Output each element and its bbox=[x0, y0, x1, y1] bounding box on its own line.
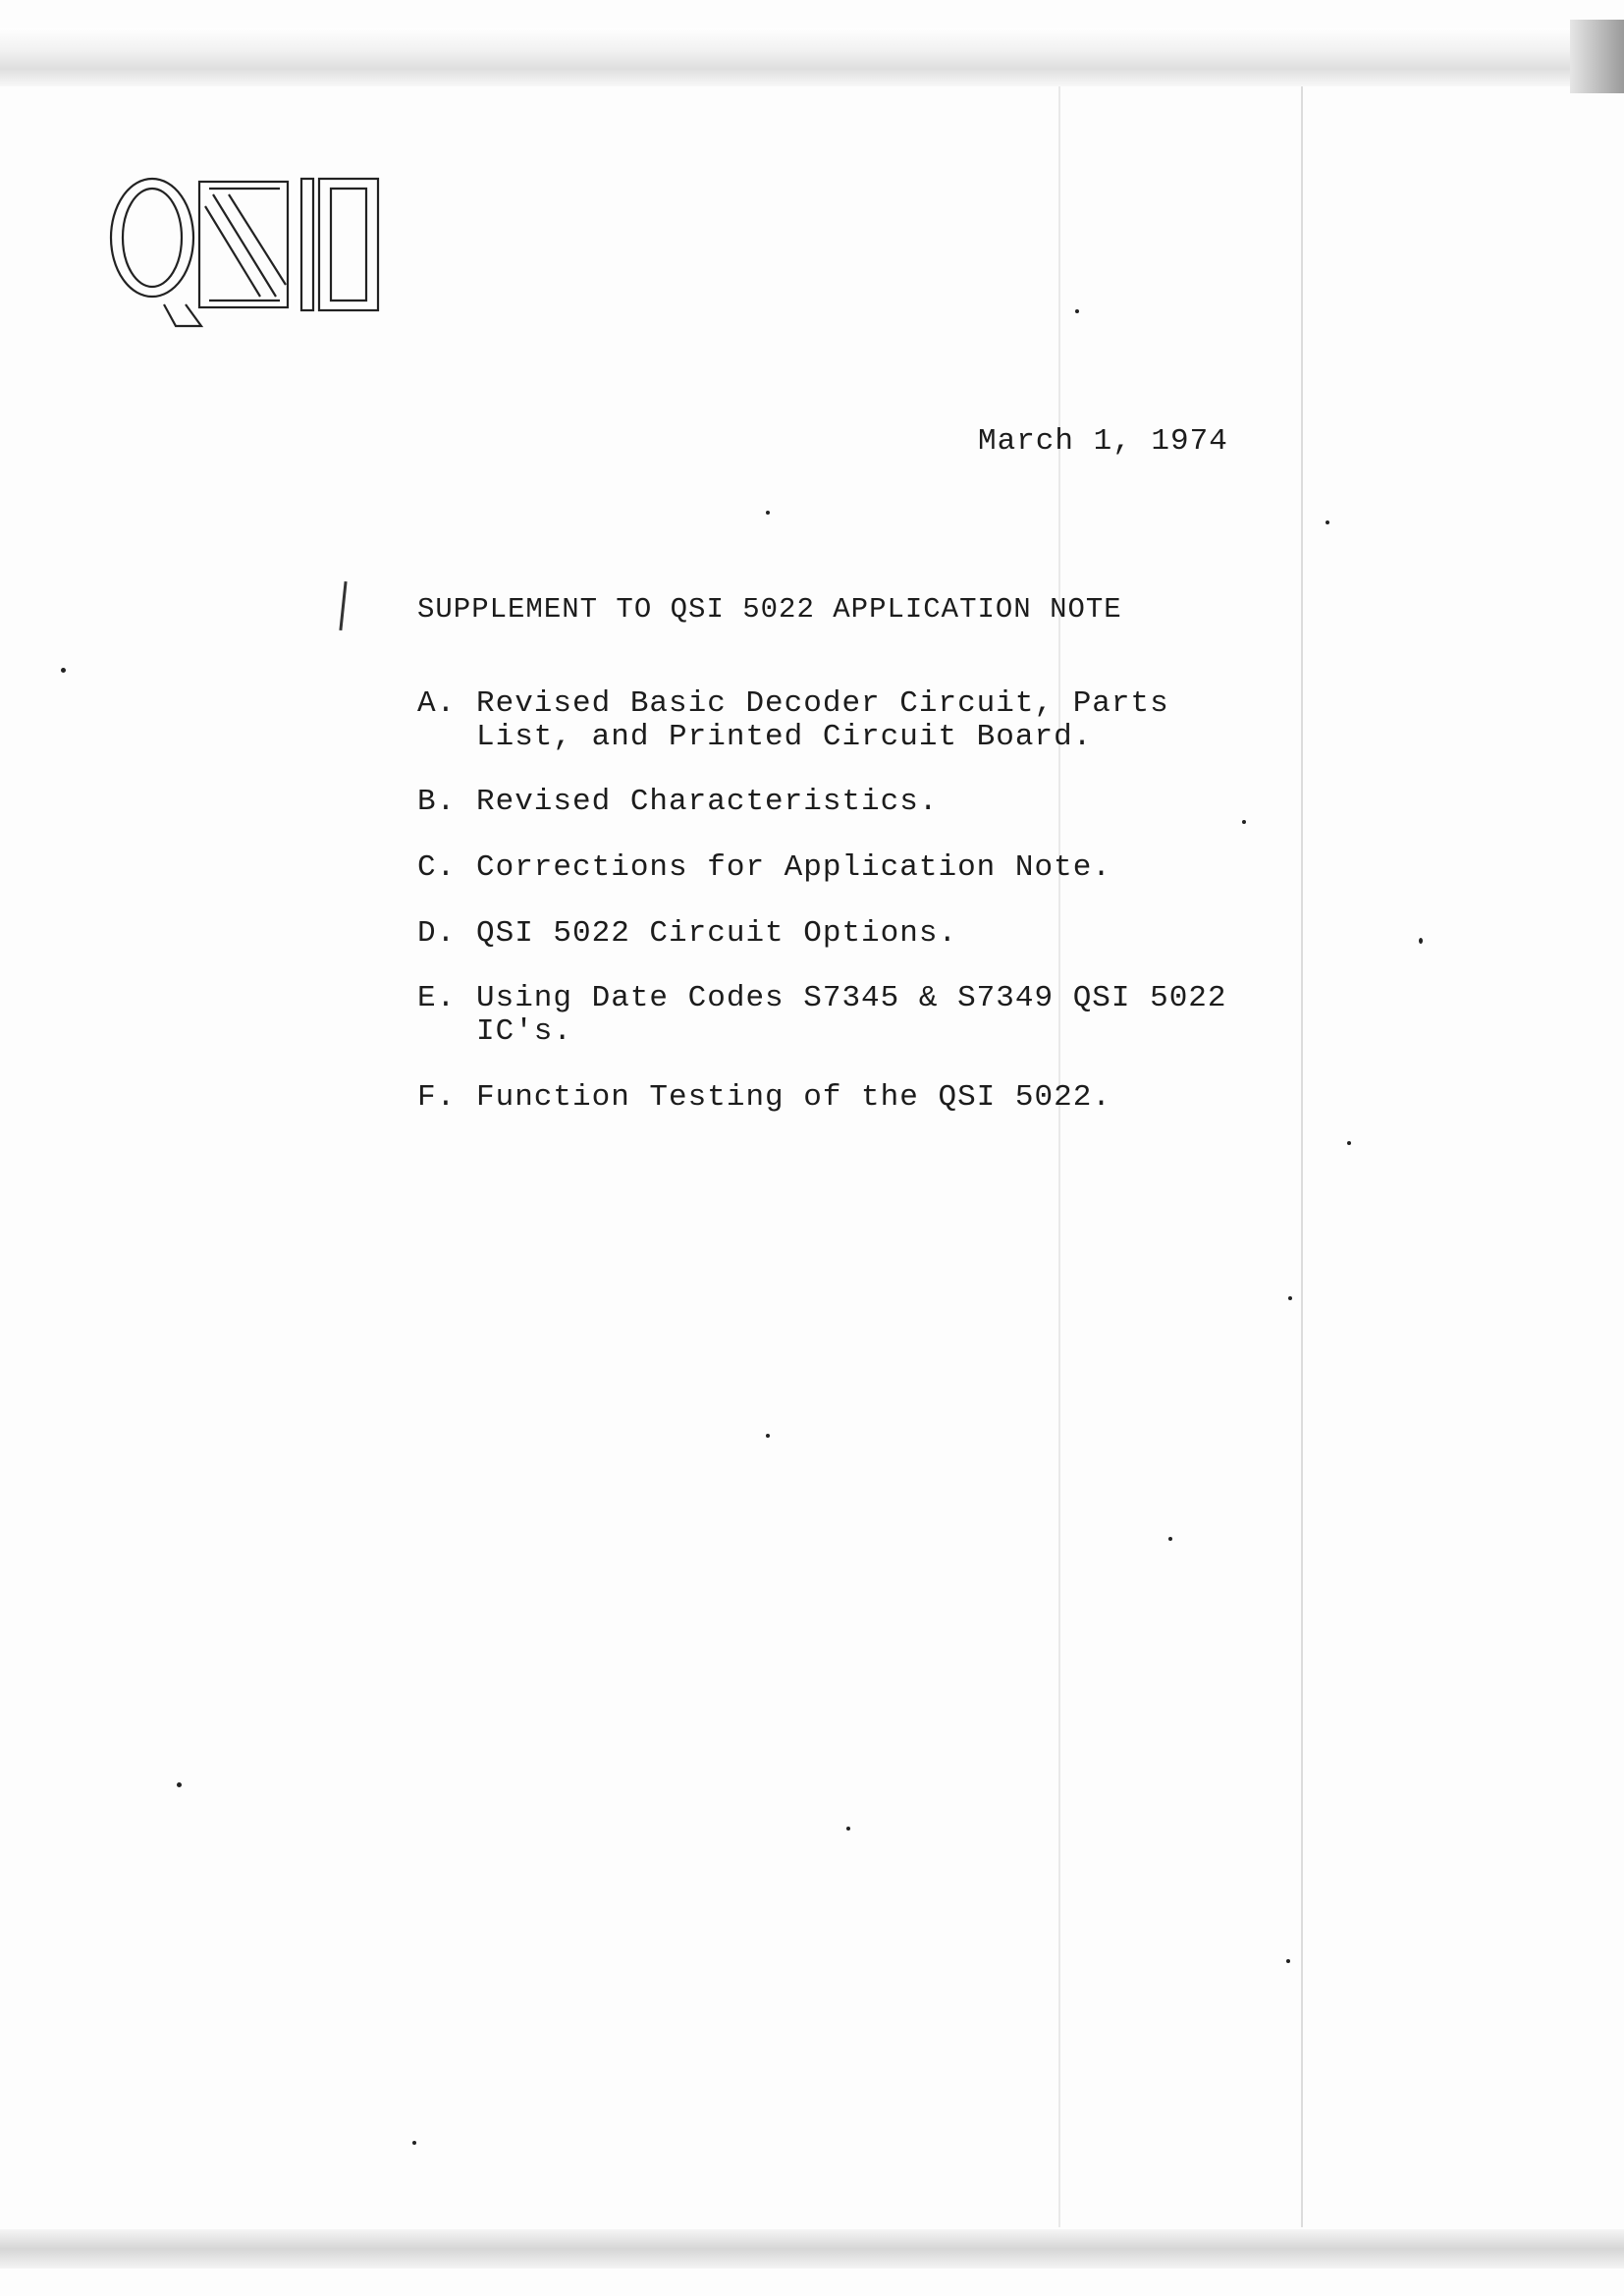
scan-speck bbox=[1347, 1141, 1351, 1145]
item-text-line: Corrections for Application Note. bbox=[476, 850, 1111, 885]
item-letter: A. bbox=[417, 686, 457, 721]
item-text-line: Revised Characteristics. bbox=[476, 785, 939, 819]
fold-line bbox=[1058, 86, 1060, 2227]
item-text-line: IC's. bbox=[476, 1014, 573, 1049]
scan-speck bbox=[846, 1827, 850, 1831]
scan-speck bbox=[61, 668, 66, 673]
item-text-line: Function Testing of the QSI 5022. bbox=[476, 1080, 1111, 1115]
scan-speck bbox=[1242, 820, 1246, 824]
document-date: March 1, 1974 bbox=[978, 424, 1228, 459]
margin-mark bbox=[339, 581, 347, 630]
scan-speck bbox=[1326, 520, 1329, 524]
scan-speck bbox=[1286, 1959, 1290, 1963]
document-title: SUPPLEMENT TO QSI 5022 APPLICATION NOTE bbox=[417, 593, 1122, 626]
item-text-line: Revised Basic Decoder Circuit, Parts bbox=[476, 686, 1169, 721]
item-letter: F. bbox=[417, 1080, 457, 1115]
item-letter: D. bbox=[417, 916, 457, 951]
list-item-c bbox=[417, 851, 1111, 885]
scan-edge-corner bbox=[1570, 20, 1624, 93]
qsi-logo-icon bbox=[103, 167, 388, 334]
scan-speck bbox=[1288, 1296, 1292, 1300]
scan-speck bbox=[766, 511, 770, 515]
item-letter: C. bbox=[417, 850, 457, 885]
list-item-b bbox=[417, 786, 938, 819]
scan-speck bbox=[766, 1434, 770, 1438]
scan-speck bbox=[1075, 309, 1079, 313]
scan-edge-bottom bbox=[0, 2229, 1624, 2269]
scan-speck bbox=[412, 2141, 416, 2145]
scan-speck bbox=[177, 1782, 182, 1787]
scan-edge-top bbox=[0, 27, 1624, 86]
item-letter: B. bbox=[417, 785, 457, 819]
list-item-e bbox=[417, 982, 1227, 1049]
list-item-d bbox=[417, 917, 957, 951]
scan-speck bbox=[1168, 1537, 1172, 1541]
item-text-line: QSI 5022 Circuit Options. bbox=[476, 916, 958, 951]
scan-speck bbox=[1419, 938, 1423, 944]
item-text-line: Using Date Codes S7345 & S7349 QSI 5022 bbox=[476, 981, 1227, 1015]
fold-line bbox=[1301, 86, 1303, 2227]
item-text-line: List, and Printed Circuit Board. bbox=[476, 720, 1093, 754]
item-letter: E. bbox=[417, 981, 457, 1015]
list-item-a bbox=[417, 687, 1169, 754]
list-item-f bbox=[417, 1081, 1111, 1115]
